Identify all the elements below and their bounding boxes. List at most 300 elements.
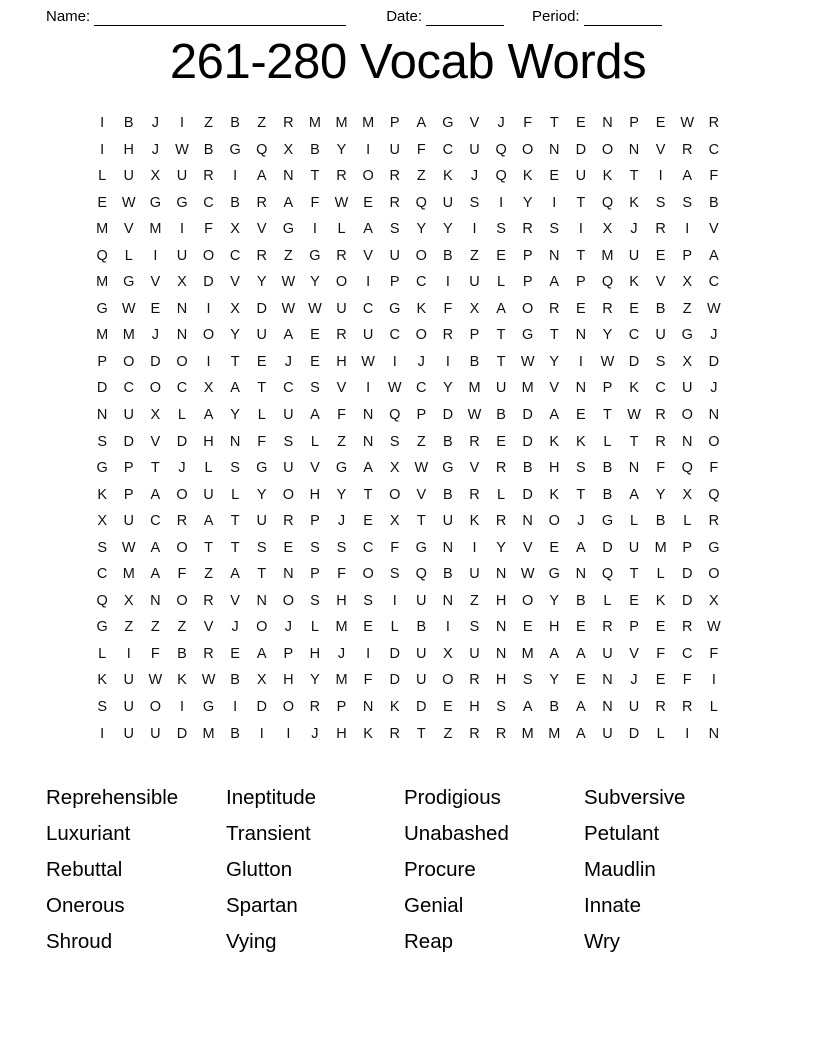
grid-cell[interactable]: L [390, 619, 399, 636]
grid-cell[interactable]: R [256, 247, 267, 264]
grid-cell[interactable]: A [682, 168, 693, 185]
grid-cell[interactable]: T [496, 327, 506, 344]
grid-cell[interactable]: I [153, 247, 158, 264]
grid-cell[interactable]: P [522, 247, 533, 264]
grid-cell[interactable]: O [256, 619, 268, 636]
grid-cell[interactable]: J [497, 115, 505, 131]
grid-cell[interactable]: Z [470, 592, 479, 609]
grid-cell[interactable]: I [259, 725, 264, 742]
grid-cell[interactable]: C [655, 380, 666, 397]
grid-cell[interactable]: M [96, 327, 109, 344]
grid-cell[interactable]: T [576, 194, 586, 211]
grid-cell[interactable]: F [363, 672, 373, 689]
grid-cell[interactable]: N [176, 327, 188, 344]
grid-cell[interactable]: T [576, 247, 586, 264]
grid-cell[interactable]: V [150, 274, 161, 291]
grid-cell[interactable]: W [121, 194, 136, 211]
grid-cell[interactable]: J [284, 353, 292, 370]
grid-cell[interactable]: L [204, 460, 213, 477]
grid-cell[interactable]: M [362, 115, 375, 131]
grid-cell[interactable]: I [366, 645, 371, 662]
grid-cell[interactable]: S [256, 539, 267, 556]
grid-cell[interactable]: S [655, 194, 666, 211]
grid-cell[interactable]: B [230, 672, 240, 689]
grid-cell[interactable]: I [100, 725, 105, 742]
grid-cell[interactable]: V [256, 221, 267, 238]
grid-cell[interactable]: F [709, 168, 719, 185]
grid-cell[interactable]: D [708, 353, 720, 370]
grid-cell[interactable]: G [335, 460, 348, 477]
grid-cell[interactable]: A [522, 699, 533, 716]
grid-cell[interactable]: R [495, 725, 507, 742]
grid-cell[interactable]: B [522, 460, 533, 477]
grid-cell[interactable]: A [203, 407, 214, 424]
grid-cell[interactable]: M [548, 725, 561, 742]
grid-cell[interactable]: N [256, 592, 267, 609]
word-list-item[interactable]: Onerous [46, 894, 125, 917]
grid-cell[interactable]: V [416, 486, 427, 503]
grid-cell[interactable]: A [230, 566, 240, 583]
grid-cell[interactable]: R [389, 725, 400, 742]
grid-cell[interactable]: B [443, 247, 453, 264]
grid-cell[interactable]: T [204, 539, 213, 556]
grid-cell[interactable]: O [149, 380, 161, 397]
grid-cell[interactable]: Y [549, 592, 560, 609]
grid-cell[interactable]: S [469, 619, 480, 636]
grid-cell[interactable]: U [176, 247, 188, 264]
grid-cell[interactable]: D [389, 672, 400, 689]
grid-cell[interactable]: U [681, 380, 693, 397]
grid-cell[interactable]: W [334, 194, 349, 211]
grid-cell[interactable]: U [283, 460, 294, 477]
grid-cell[interactable]: O [202, 327, 215, 344]
grid-cell[interactable]: B [230, 115, 240, 131]
grid-cell[interactable]: A [283, 327, 294, 344]
grid-cell[interactable]: U [256, 327, 267, 344]
grid-cell[interactable]: H [123, 141, 134, 158]
grid-cell[interactable]: O [522, 141, 534, 158]
grid-cell[interactable]: S [496, 221, 506, 238]
grid-cell[interactable]: E [230, 645, 240, 662]
grid-cell[interactable]: C [176, 380, 188, 397]
grid-cell[interactable]: O [123, 353, 135, 370]
grid-cell[interactable]: A [256, 645, 267, 662]
grid-cell[interactable]: E [363, 194, 373, 211]
grid-cell[interactable]: H [283, 672, 294, 689]
word-list-item[interactable]: Ineptitude [226, 786, 317, 809]
grid-cell[interactable]: R [602, 619, 613, 636]
grid-cell[interactable]: A [363, 221, 373, 238]
word-list-item[interactable]: Procure [404, 858, 476, 881]
grid-cell[interactable]: O [601, 141, 614, 158]
grid-cell[interactable]: L [231, 486, 240, 503]
grid-cell[interactable]: G [548, 566, 560, 583]
grid-cell[interactable]: G [601, 513, 614, 530]
word-list-item[interactable]: Innate [584, 894, 641, 917]
grid-cell[interactable]: R [203, 645, 214, 662]
grid-cell[interactable]: R [655, 407, 666, 424]
grid-cell[interactable]: T [549, 115, 559, 131]
word-list-item[interactable]: Glutton [226, 858, 293, 881]
grid-cell[interactable]: Z [416, 433, 426, 450]
grid-cell[interactable]: Q [256, 141, 268, 158]
grid-cell[interactable]: L [497, 486, 506, 503]
grid-cell[interactable]: E [576, 407, 586, 424]
grid-cell[interactable]: D [575, 141, 587, 158]
grid-cell[interactable]: Z [337, 433, 346, 450]
grid-cell[interactable]: A [576, 645, 586, 662]
grid-cell[interactable]: M [335, 115, 348, 131]
grid-cell[interactable]: F [390, 539, 400, 556]
grid-cell[interactable]: R [495, 460, 507, 477]
grid-cell[interactable]: R [469, 433, 480, 450]
grid-cell[interactable]: A [496, 300, 506, 317]
grid-cell[interactable]: U [336, 300, 347, 317]
grid-cell[interactable]: X [150, 407, 161, 424]
grid-cell[interactable]: D [150, 353, 161, 370]
grid-cell[interactable]: D [681, 592, 693, 609]
grid-cell[interactable]: N [549, 141, 560, 158]
grid-cell[interactable]: L [709, 699, 718, 716]
grid-cell[interactable]: C [681, 645, 693, 662]
grid-cell[interactable]: W [281, 300, 296, 317]
grid-cell[interactable]: S [576, 460, 586, 477]
grid-cell[interactable]: O [362, 168, 374, 185]
word-list-item[interactable]: Petulant [584, 822, 660, 845]
grid-cell[interactable]: Z [682, 300, 692, 317]
grid-cell[interactable]: J [231, 619, 239, 636]
grid-cell[interactable]: P [389, 115, 400, 131]
grid-cell[interactable]: Z [177, 619, 187, 636]
grid-cell[interactable]: G [202, 699, 215, 716]
grid-cell[interactable]: I [552, 194, 557, 211]
grid-cell[interactable]: E [283, 539, 294, 556]
grid-cell[interactable]: I [233, 699, 238, 716]
grid-cell[interactable]: L [337, 221, 346, 238]
grid-cell[interactable]: O [442, 672, 454, 689]
name-blank-line[interactable] [94, 12, 346, 26]
word-list-item[interactable]: Reprehensible [46, 786, 179, 809]
grid-cell[interactable]: U [150, 725, 161, 742]
grid-cell[interactable]: G [123, 274, 135, 291]
grid-cell[interactable]: X [602, 221, 613, 238]
grid-cell[interactable]: U [389, 141, 400, 158]
grid-cell[interactable]: H [549, 619, 560, 636]
grid-cell[interactable]: A [150, 566, 161, 583]
grid-cell[interactable]: G [389, 300, 401, 317]
grid-cell[interactable]: M [149, 221, 162, 238]
grid-cell[interactable]: K [97, 672, 107, 689]
grid-cell[interactable]: I [100, 115, 105, 131]
grid-cell[interactable]: K [469, 513, 480, 530]
grid-cell[interactable]: E [363, 513, 373, 530]
grid-cell[interactable]: N [575, 327, 587, 344]
grid-cell[interactable]: U [655, 327, 666, 344]
grid-cell[interactable]: B [203, 141, 214, 158]
grid-cell[interactable]: C [96, 566, 108, 583]
grid-cell[interactable]: I [206, 353, 211, 370]
grid-cell[interactable]: N [150, 592, 161, 609]
grid-cell[interactable]: D [522, 407, 533, 424]
grid-cell[interactable]: Y [655, 486, 666, 503]
grid-cell[interactable]: T [310, 168, 320, 185]
grid-cell[interactable]: H [309, 486, 321, 503]
grid-cell[interactable]: F [177, 566, 187, 583]
grid-cell[interactable]: I [179, 115, 184, 131]
grid-cell[interactable]: M [122, 566, 135, 583]
grid-cell[interactable]: M [521, 380, 534, 397]
grid-cell[interactable]: S [310, 592, 320, 609]
grid-cell[interactable]: T [150, 460, 160, 477]
grid-cell[interactable]: S [97, 539, 107, 556]
grid-cell[interactable]: V [549, 380, 560, 397]
grid-cell[interactable]: H [336, 592, 347, 609]
grid-cell[interactable]: Q [96, 592, 108, 609]
grid-cell[interactable]: N [176, 300, 188, 317]
grid-cell[interactable]: Y [602, 327, 613, 344]
grid-cell[interactable]: Q [96, 247, 108, 264]
grid-cell[interactable]: L [310, 619, 319, 636]
grid-cell[interactable]: X [256, 672, 267, 689]
grid-cell[interactable]: H [469, 699, 480, 716]
grid-cell[interactable]: R [655, 699, 666, 716]
grid-cell[interactable]: K [629, 194, 639, 211]
grid-cell[interactable]: A [230, 380, 240, 397]
grid-cell[interactable]: S [97, 699, 107, 716]
grid-cell[interactable]: N [283, 168, 294, 185]
grid-cell[interactable]: M [654, 539, 667, 556]
grid-cell[interactable]: B [230, 725, 240, 742]
grid-cell[interactable]: C [123, 380, 134, 397]
grid-cell[interactable]: W [308, 300, 322, 317]
grid-cell[interactable]: P [310, 566, 320, 583]
grid-cell[interactable]: A [150, 486, 161, 503]
grid-cell[interactable]: U [123, 699, 134, 716]
grid-cell[interactable]: E [655, 247, 666, 264]
grid-cell[interactable]: N [362, 699, 374, 716]
grid-cell[interactable]: M [521, 645, 534, 662]
grid-cell[interactable]: E [150, 300, 161, 317]
grid-cell[interactable]: B [443, 486, 453, 503]
grid-cell[interactable]: P [283, 645, 294, 662]
grid-cell[interactable]: N [628, 141, 640, 158]
word-list-item[interactable]: Prodigious [404, 786, 501, 809]
grid-cell[interactable]: L [683, 513, 692, 530]
grid-cell[interactable]: B [443, 566, 453, 583]
grid-cell[interactable]: R [708, 115, 720, 131]
grid-cell[interactable]: U [123, 168, 134, 185]
grid-cell[interactable]: D [176, 725, 188, 742]
grid-cell[interactable]: I [366, 141, 371, 158]
grid-cell[interactable]: L [177, 407, 186, 424]
grid-cell[interactable]: P [629, 115, 639, 131]
grid-cell[interactable]: U [362, 327, 374, 344]
grid-cell[interactable]: D [203, 274, 214, 291]
grid-cell[interactable]: Y [256, 486, 267, 503]
grid-cell[interactable]: J [577, 513, 585, 530]
grid-cell[interactable]: R [336, 247, 347, 264]
grid-cell[interactable]: T [496, 353, 506, 370]
grid-cell[interactable]: N [602, 115, 613, 131]
grid-cell[interactable]: V [123, 221, 134, 238]
grid-cell[interactable]: A [576, 699, 586, 716]
grid-cell[interactable]: W [201, 672, 216, 689]
grid-cell[interactable]: Y [496, 539, 506, 556]
grid-cell[interactable]: D [96, 380, 108, 397]
grid-cell[interactable]: J [178, 460, 186, 477]
grid-cell[interactable]: P [310, 513, 320, 530]
grid-cell[interactable]: I [445, 619, 450, 636]
grid-cell[interactable]: A [629, 486, 639, 503]
grid-cell[interactable]: X [389, 460, 400, 477]
grid-cell[interactable]: F [523, 115, 533, 131]
grid-cell[interactable]: D [123, 433, 134, 450]
grid-cell[interactable]: F [204, 221, 213, 238]
grid-cell[interactable]: G [256, 460, 268, 477]
grid-cell[interactable]: Q [495, 141, 507, 158]
grid-cell[interactable]: B [416, 619, 427, 636]
grid-cell[interactable]: O [282, 592, 294, 609]
grid-cell[interactable]: W [600, 353, 615, 370]
grid-cell[interactable]: C [229, 247, 241, 264]
grid-cell[interactable]: J [337, 513, 346, 530]
grid-cell[interactable]: Z [204, 115, 213, 131]
grid-cell[interactable]: R [522, 221, 533, 238]
grid-cell[interactable]: U [602, 645, 613, 662]
grid-cell[interactable]: J [710, 327, 718, 344]
grid-cell[interactable]: V [522, 539, 533, 556]
grid-cell[interactable]: X [230, 300, 240, 317]
grid-cell[interactable]: O [176, 486, 188, 503]
grid-cell[interactable]: L [124, 247, 133, 264]
grid-cell[interactable]: A [203, 513, 214, 530]
grid-cell[interactable]: N [708, 407, 720, 424]
grid-cell[interactable]: B [123, 115, 134, 131]
grid-cell[interactable]: U [416, 672, 427, 689]
grid-cell[interactable]: U [123, 513, 134, 530]
grid-cell[interactable]: P [682, 247, 693, 264]
grid-cell[interactable]: K [522, 168, 533, 185]
grid-cell[interactable]: L [630, 513, 639, 530]
grid-cell[interactable]: I [711, 672, 716, 689]
grid-cell[interactable]: E [549, 539, 560, 556]
grid-cell[interactable]: N [283, 566, 294, 583]
grid-cell[interactable]: R [681, 619, 693, 636]
word-list-item[interactable]: Genial [404, 894, 464, 917]
grid-cell[interactable]: E [97, 194, 107, 211]
grid-cell[interactable]: K [416, 300, 427, 317]
grid-cell[interactable]: I [392, 592, 397, 609]
grid-cell[interactable]: N [522, 513, 533, 530]
grid-cell[interactable]: G [522, 327, 534, 344]
grid-cell[interactable]: S [682, 194, 693, 211]
grid-cell[interactable]: U [389, 247, 400, 264]
grid-cell[interactable]: B [496, 407, 506, 424]
grid-cell[interactable]: D [681, 566, 693, 583]
grid-cell[interactable]: R [336, 168, 347, 185]
grid-cell[interactable]: B [177, 645, 187, 662]
grid-cell[interactable]: W [387, 380, 402, 397]
grid-cell[interactable]: H [495, 672, 507, 689]
grid-cell[interactable]: K [549, 486, 560, 503]
grid-cell[interactable]: Z [124, 619, 134, 636]
grid-cell[interactable]: H [336, 725, 347, 742]
period-blank-line[interactable] [584, 12, 662, 26]
grid-cell[interactable]: R [469, 725, 480, 742]
grid-cell[interactable]: A [708, 247, 719, 264]
grid-cell[interactable]: Q [415, 194, 427, 211]
grid-cell[interactable]: T [363, 486, 373, 503]
grid-cell[interactable]: V [629, 645, 639, 662]
word-list-item[interactable]: Rebuttal [46, 858, 123, 881]
grid-cell[interactable]: S [389, 566, 400, 583]
grid-cell[interactable]: A [576, 539, 586, 556]
grid-cell[interactable]: Q [681, 460, 693, 477]
grid-cell[interactable]: N [442, 539, 454, 556]
grid-cell[interactable]: X [150, 168, 161, 185]
grid-cell[interactable]: D [256, 699, 267, 716]
grid-cell[interactable]: E [629, 300, 639, 317]
grid-cell[interactable]: F [416, 141, 426, 158]
grid-cell[interactable]: C [362, 300, 374, 317]
grid-cell[interactable]: R [655, 221, 666, 238]
grid-cell[interactable]: J [151, 327, 159, 344]
grid-cell[interactable]: T [629, 168, 639, 185]
grid-cell[interactable]: I [233, 168, 238, 185]
grid-cell[interactable]: G [442, 115, 454, 131]
grid-cell[interactable]: K [389, 699, 400, 716]
grid-cell[interactable]: E [310, 327, 320, 344]
grid-cell[interactable]: M [468, 380, 481, 397]
grid-cell[interactable]: I [685, 725, 690, 742]
grid-cell[interactable]: P [336, 699, 347, 716]
grid-cell[interactable]: F [656, 645, 666, 662]
grid-cell[interactable]: W [148, 672, 163, 689]
grid-cell[interactable]: I [366, 274, 371, 291]
grid-cell[interactable]: T [549, 327, 559, 344]
grid-cell[interactable]: B [655, 300, 666, 317]
grid-cell[interactable]: P [123, 460, 134, 477]
grid-cell[interactable]: I [312, 221, 317, 238]
grid-cell[interactable]: W [281, 274, 296, 291]
grid-cell[interactable]: N [602, 672, 613, 689]
grid-cell[interactable]: X [443, 645, 453, 662]
grid-cell[interactable]: F [150, 645, 160, 662]
grid-cell[interactable]: J [337, 645, 346, 662]
grid-cell[interactable]: U [442, 513, 454, 530]
grid-cell[interactable]: O [548, 513, 560, 530]
grid-cell[interactable]: W [121, 300, 136, 317]
grid-cell[interactable]: N [362, 407, 374, 424]
grid-cell[interactable]: J [417, 353, 425, 370]
grid-cell[interactable]: Q [708, 486, 720, 503]
grid-cell[interactable]: Y [256, 274, 267, 291]
grid-cell[interactable]: L [603, 433, 612, 450]
grid-cell[interactable]: G [229, 141, 241, 158]
grid-cell[interactable]: K [629, 274, 639, 291]
grid-cell[interactable]: R [283, 513, 294, 530]
grid-cell[interactable]: K [443, 168, 453, 185]
grid-cell[interactable]: L [497, 274, 506, 291]
date-blank-line[interactable] [426, 12, 504, 26]
grid-cell[interactable]: N [549, 247, 560, 264]
grid-cell[interactable]: V [230, 592, 240, 609]
grid-cell[interactable]: F [709, 460, 719, 477]
word-list-item[interactable]: Reap [404, 930, 454, 953]
grid-cell[interactable]: P [682, 539, 693, 556]
grid-cell[interactable]: F [337, 407, 346, 424]
grid-cell[interactable]: A [150, 539, 161, 556]
